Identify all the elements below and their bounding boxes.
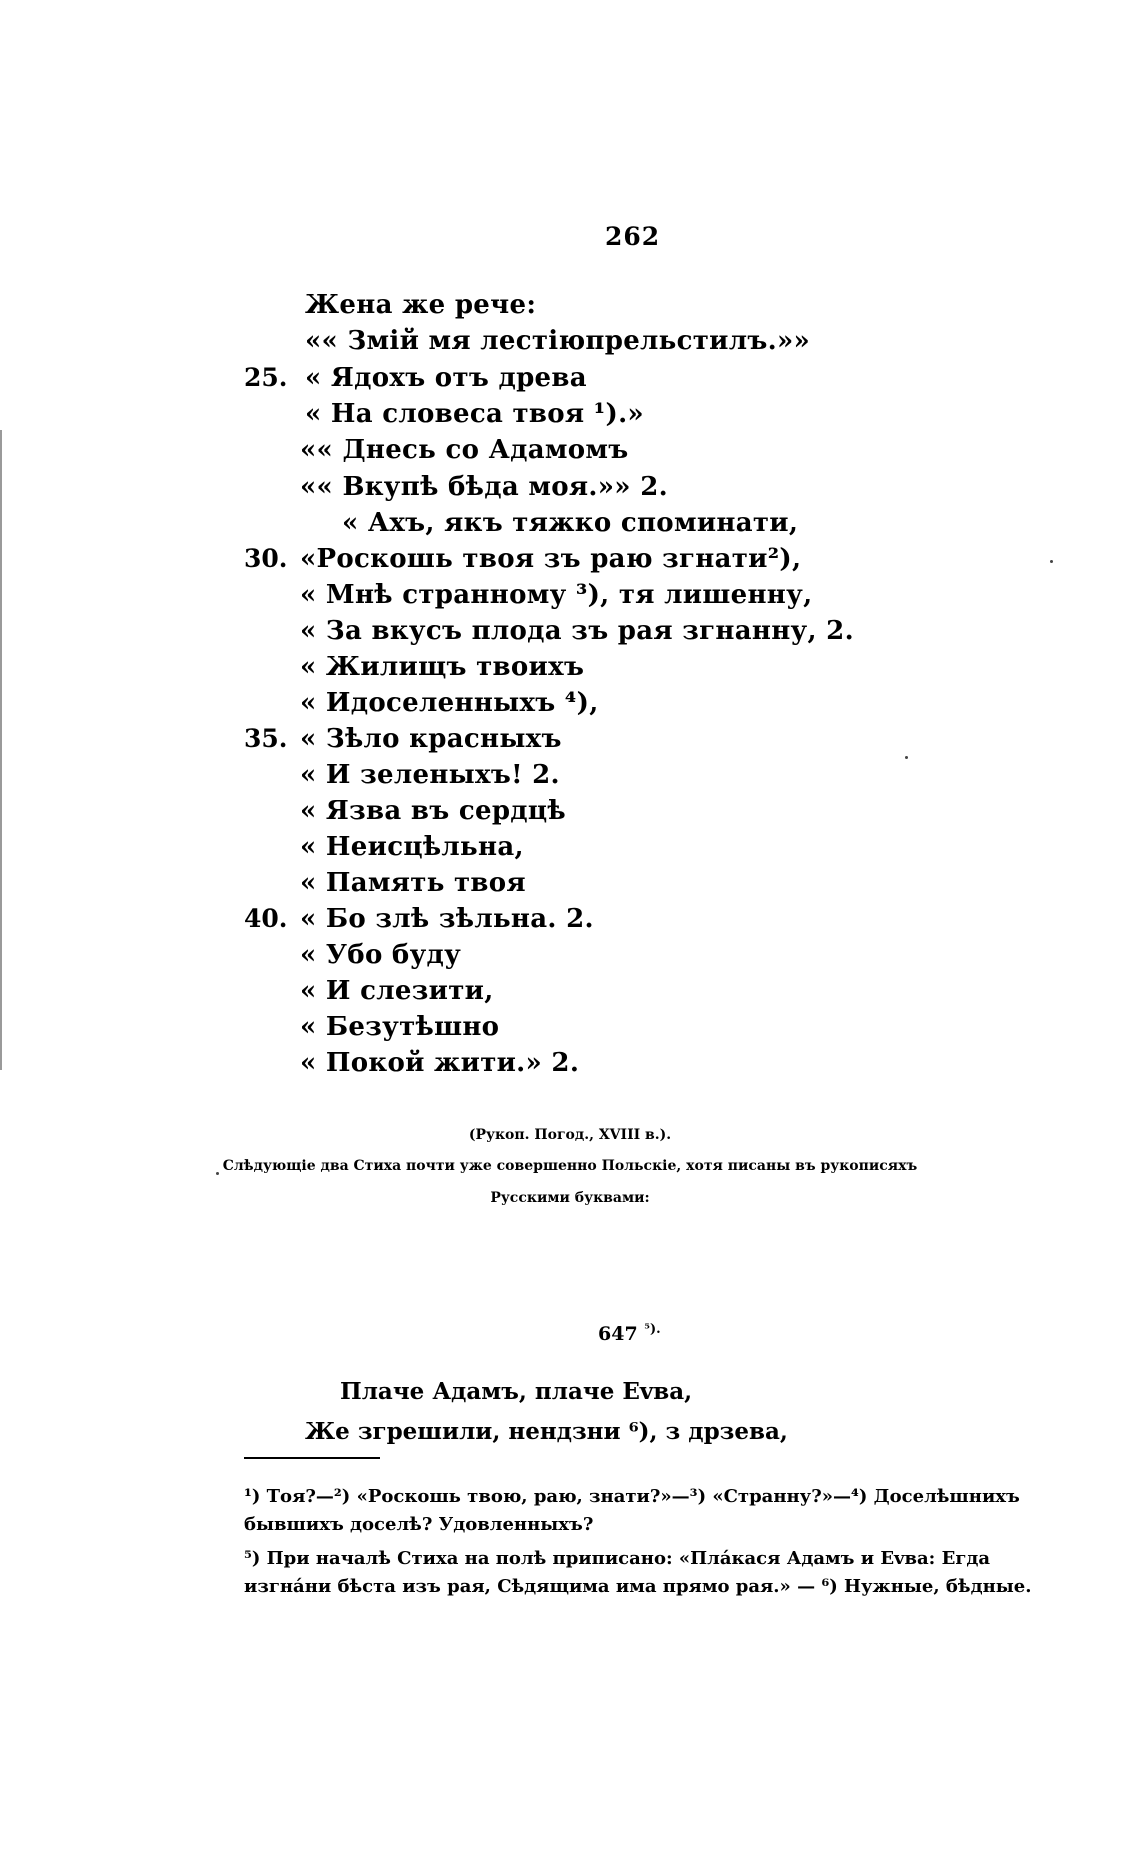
verse-line: « Ахъ, якъ тяжко споминати, — [342, 508, 799, 538]
hymn-note-mark: ⁵). — [644, 1322, 661, 1337]
line-number: 30. — [244, 544, 288, 573]
ink-speck — [1050, 560, 1053, 563]
footnote-divider — [244, 1457, 380, 1459]
footnote-line: ¹) Тоя?—²) «Роскошь твою, раю, знати?»—³) «Странну?»—⁴) Доселѣшнихъ — [244, 1486, 1020, 1507]
verse-line: « За вкусъ плода зъ рая згнанну, 2. — [300, 616, 854, 646]
footnote-line: изгнáни бѣста изъ рая, Сѣдящима има прямо рая.» — ⁶) Нужные, бѣдные. — [244, 1576, 1032, 1597]
footnote-line: ⁵) При началѣ Стиха на полѣ приписано: «Плáкася Адамъ и Evва: Егда — [244, 1548, 991, 1569]
line-number: 25. — [244, 363, 288, 392]
verse-line: « Неисцѣльна, — [300, 832, 524, 862]
editorial-note: Слѣдующіе два Стиха почти уже совершенно Польскіе, хотя писаны въ рукописяхъ — [222, 1158, 918, 1174]
hymn-line: Плаче Адамъ, плаче Evва, — [340, 1378, 693, 1405]
verse-line: « Убо буду — [300, 940, 462, 970]
verse-line: « Идоселенныхъ ⁴), — [300, 688, 599, 718]
verse-line: Жена же рече: — [305, 290, 537, 320]
verse-line: « И зеленыхъ! 2. — [300, 760, 560, 790]
verse-line: « Жилищъ твоихъ — [300, 652, 585, 682]
line-number: 35. — [244, 724, 288, 753]
hymn-number-value: 647 — [598, 1323, 638, 1345]
verse-line: « Язва въ сердцѣ — [300, 796, 567, 826]
ink-speck — [905, 756, 908, 759]
verse-line: «Роскошь твоя зъ раю згнати²), — [300, 544, 802, 574]
verse-line: «« Змій мя лестіюпрельстилъ.»» — [305, 326, 811, 356]
source-citation: (Рукоп. Погод., XVIII в.). — [468, 1127, 672, 1143]
verse-line: « Зѣло красныхъ — [300, 724, 562, 754]
verse-line: « Память твоя — [300, 868, 526, 898]
verse-line: «« Вкупѣ бѣда моя.»» 2. — [300, 472, 668, 502]
verse-line: « Покой жити.» 2. — [300, 1048, 580, 1078]
page-number: 262 — [605, 222, 661, 251]
verse-line: « На словеса твоя ¹).» — [305, 399, 644, 429]
line-number: 40. — [244, 904, 288, 933]
verse-line: « Бо злѣ зѣльна. 2. — [300, 904, 594, 934]
editorial-note: Русскими буквами: — [490, 1190, 650, 1206]
verse-line: « Мнѣ странному ³), тя лишенну, — [300, 580, 813, 610]
hymn-number — [598, 1322, 661, 1345]
verse-line: « Ядохъ отъ древа — [305, 363, 587, 393]
hymn-line: Же згрешили, нендзни ⁶), з дрзева, — [305, 1418, 788, 1445]
verse-line: « Безутѣшно — [300, 1012, 500, 1042]
page-edge — [0, 430, 2, 1070]
verse-line: « И слезити, — [300, 976, 494, 1006]
verse-line: «« Днесь со Адамомъ — [300, 435, 629, 465]
footnote-line: бывшихъ доселѣ? Удовленныхъ? — [244, 1514, 594, 1535]
